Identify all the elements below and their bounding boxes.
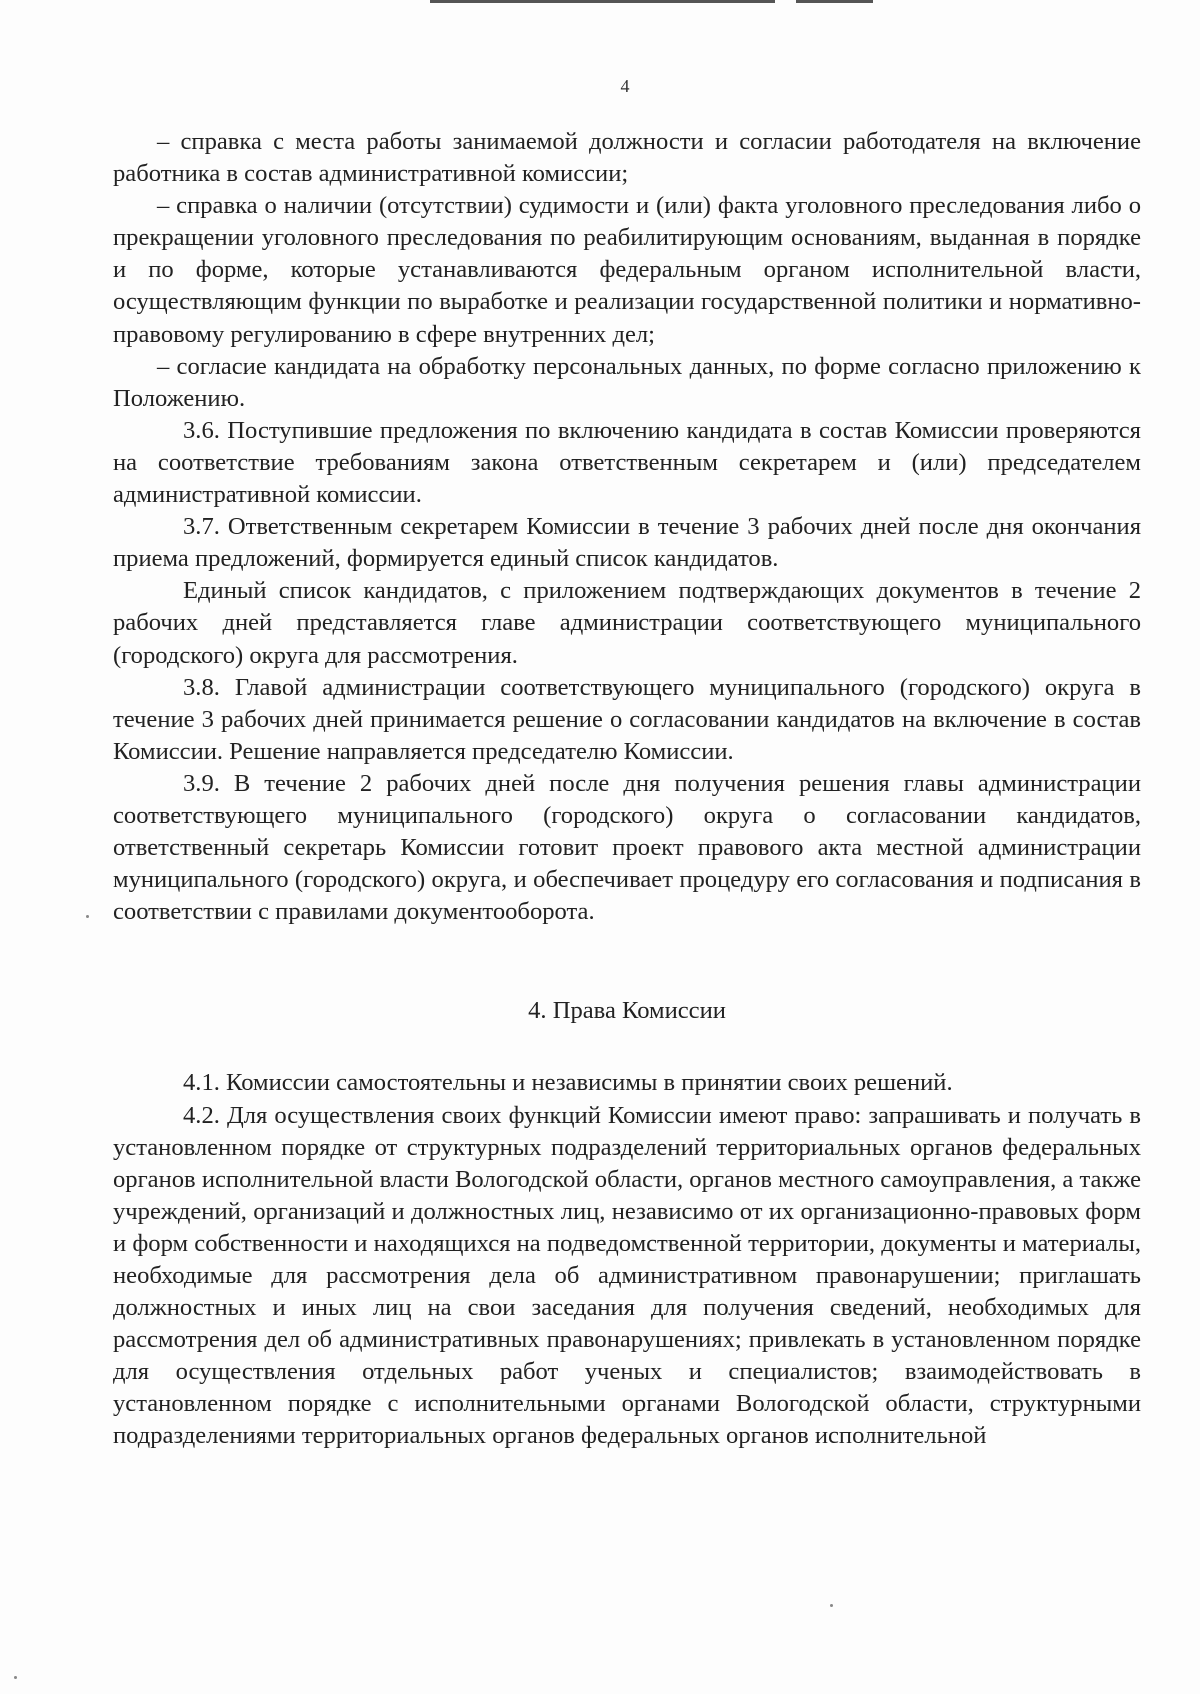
clause-3-8: 3.8. Главой администрации соответствующего муниципального (городского) округа в течение 3 рабочих дней принимается решение о согласовании кандидатов на включение в состав Комиссии. Решение направляется председателю Комиссии.: [113, 673, 1141, 765]
requirement-item-personal-data-consent: – согласие кандидата на обработку персональных данных, по форме согласно приложению к Положению.: [113, 352, 1141, 412]
clause-4-1: 4.1. Комиссии самостоятельны и независимы в принятии своих решений.: [183, 1069, 953, 1097]
clause-3-6: 3.6. Поступившие предложения по включению кандидата в состав Комиссии проверяются на соответствие требованиям закона ответственным секретарем и (или) председателем административной комиссии.: [113, 416, 1141, 509]
scan-speck: [14, 1676, 17, 1679]
clause-3-7: 3.7. Ответственным секретарем Комиссии в течение 3 рабочих дней после дня окончания приема предложений, формируется единый список кандидатов.: [113, 513, 1141, 573]
page-number: 4: [620, 76, 630, 96]
requirement-item-criminal-record-certificate: – справка о наличии (отсутствии) судимости и (или) факта уголовного преследования либо о прекращении уголовного преследования по реабилитирующим основаниям, выданная в порядке и по форме, которые устанавливаются федеральным органом исполнительной власти, осуществляющим функции по выработке и реализации государственной политики и нормативно-правовому регулированию в сфере внутренних дел;: [113, 192, 1141, 348]
section-heading: 4. Права Комиссии: [528, 997, 726, 1025]
top-rule-right: [796, 0, 873, 3]
clause-4-2: 4.2. Для осуществления своих функций Комиссии имеют право: запрашивать и получать в установленном порядке от структурных подразделений территориальных органов федеральных органов исполнительной власти Вологодской области, органов местного самоуправления, а также учреждений, организаций и должностных лиц, независимо от их организационно-правовых форм и форм собственности и находящихся на подведомственной территории, документы и материалы, необходимые для рассмотрения дела об административном правонарушении; приглашать должностных и иных лиц на свои заседания для получения сведений, необходимых для рассмотрения дел об административных правонарушениях; привлекать в установленном порядке для осуществления отдельных работ ученых и специалистов; взаимодействовать в установленном порядке с исполнительными органами Вологодской области, структурными подразделениями территориальных органов федеральных органов исполнительной: [113, 1101, 1141, 1450]
clause-3-9: 3.9. В течение 2 рабочих дней после дня получения решения главы администрации соответствующего муниципального (городского) округа о согласовании кандидатов, ответственный секретарь Комиссии готовит проект правового акта местной администрации муниципального (городского) округа, и обеспечивает процедуру его согласования и подписания в соответствии с правилами документооборота.: [113, 769, 1141, 926]
top-rule-left: [430, 0, 775, 3]
scan-speck: [86, 915, 89, 918]
scan-speck: [830, 1604, 833, 1607]
document-body: [113, 126, 1141, 1453]
clause-3-7-continuation: Единый список кандидатов, с приложением подтверждающих документов в течение 2 рабочих дней представляется главе администрации соответствующего муниципального (городского) округа для рассмотрения.: [113, 577, 1141, 669]
requirement-item-employment-certificate: – справка с места работы занимаемой должности и согласии работодателя на включение работника в состав административной комиссии;: [113, 128, 1141, 188]
